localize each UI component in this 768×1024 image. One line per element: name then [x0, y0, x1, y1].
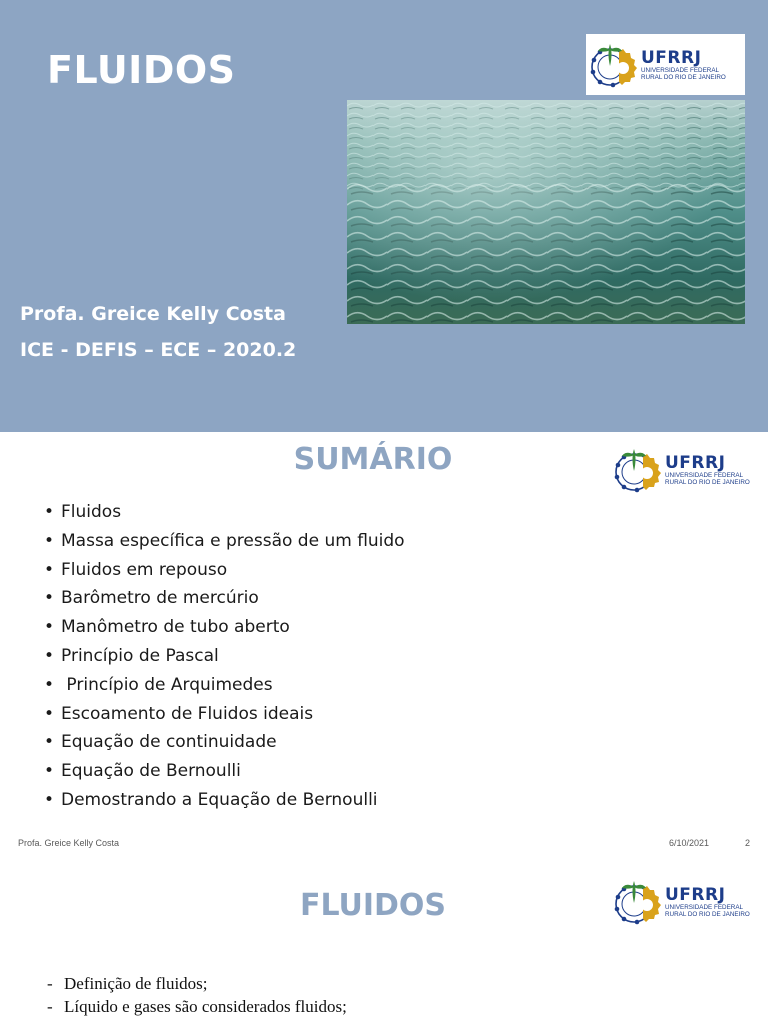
list-item: • Fluidos	[44, 502, 122, 522]
ufrrj-logo	[586, 34, 745, 95]
list-item: - Líquido e gases são considerados fluidos;	[47, 997, 347, 1016]
logo-subtitle: UNIVERSIDADE FEDERAL RURAL DO RIO DE JANEIRO	[665, 904, 750, 918]
slide-title: FLUIDOS	[299, 888, 447, 923]
list-item: • Princípio de Arquimedes	[44, 674, 273, 695]
title-slide	[0, 0, 768, 432]
fluids-definition-list	[47, 972, 347, 1018]
list-item: • Escoamento de Fluidos ideais	[44, 703, 314, 724]
ufrrj-emblem-icon	[586, 38, 638, 92]
summary-slide	[0, 432, 768, 864]
slide-title: FLUIDOS	[47, 48, 236, 92]
ufrrj-emblem-icon	[610, 875, 662, 929]
fluids-slide	[0, 864, 768, 1024]
ufrrj-logo	[610, 872, 768, 932]
author-name: Profa. Greice Kelly Costa	[20, 303, 286, 325]
ufrrj-emblem-icon	[610, 443, 662, 497]
list-item: • Barômetro de mercúrio	[44, 588, 259, 609]
summary-list	[44, 498, 405, 815]
list-item: • Equação de Bernoulli	[44, 761, 241, 782]
footer-author: Profa. Greice Kelly Costa	[18, 838, 120, 848]
list-item: • Manômetro de tubo aberto	[44, 617, 290, 638]
list-item: • Massa específica e pressão de um fluido	[44, 530, 405, 551]
slide-title: SUMÁRIO	[293, 442, 453, 477]
course-info: ICE - DEFIS – ECE – 2020.2	[20, 339, 297, 361]
logo-subtitle: UNIVERSIDADE FEDERAL RURAL DO RIO DE JANEIRO	[665, 472, 750, 486]
list-item: • Fluidos em repouso	[44, 559, 228, 580]
logo-acronym: UFRRJ	[665, 885, 726, 905]
ufrrj-logo	[610, 440, 768, 500]
list-item: • Equação de continuidade	[44, 732, 277, 753]
logo-acronym: UFRRJ	[641, 47, 702, 68]
logo-subtitle: UNIVERSIDADE FEDERAL RURAL DO RIO DE JANEIRO	[641, 66, 726, 81]
water-surface-image	[347, 100, 745, 324]
footer-page-number: 2	[745, 838, 751, 848]
list-item: • Princípio de Pascal	[44, 645, 219, 666]
footer-date: 6/10/2021	[669, 838, 710, 848]
logo-acronym: UFRRJ	[665, 453, 726, 473]
list-item: • Demostrando a Equação de Bernoulli	[44, 789, 378, 810]
list-item: - Definição de fluidos;	[47, 974, 208, 993]
